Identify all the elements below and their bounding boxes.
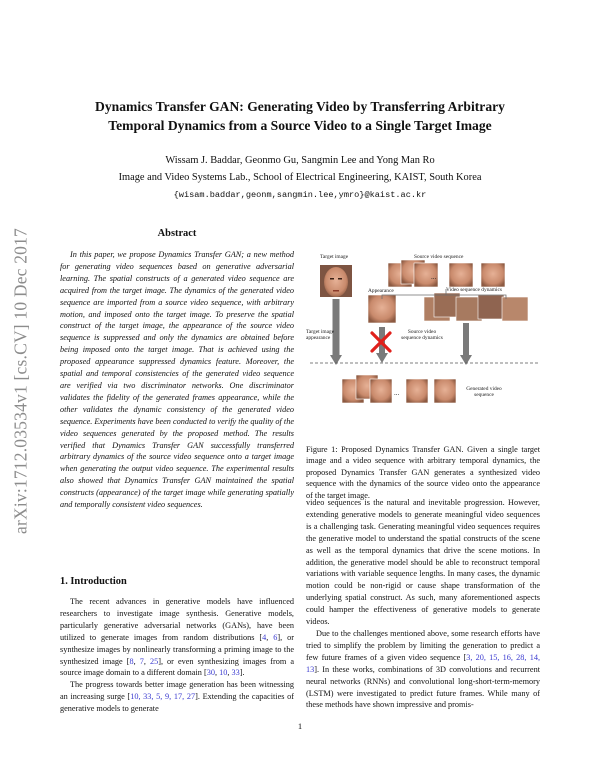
citation-link[interactable]: 33: [231, 668, 240, 678]
label-target-image-appearance: Target image appearance: [306, 329, 335, 341]
abstract-text: In this paper, we propose Dynamics Transfer GAN; a new method for generating video sequences based on generative adversarial learning. The spatial constructs of a generated video sequence are acquired from the target image. The dynamics of the generated video sequence are imported from a source video sequence, with arbitrary motion, and imposed onto the target image. To preserve the spatial construct of the target image, the appearance of the source video sequence is suppressed and only the dynamics are obtained before being imposed onto the target image. That is achieved using the proposed appearance suppressed dynamics feature. Moreover, the spatial and temporal consistencies of the generated video sequence are verified via two discriminator networks. One discriminator validates the fidelity of the generated frames appearance, while the other validates the dynamic consistency of the generated video sequence. Experiments have been conducted to verify the quality of the video sequences generated by the proposed method. The results verified that Dynamics Transfer GAN successfully transferred arbitrary dynamics of the source video sequence onto a target image when generating the output video sequence. The experimental results also showed that Dynamics Transfer GAN maintained the spatial constructs (appearance) of the target image while generating spatially and temporally consistent video sequences.: [60, 250, 294, 510]
right-column-body: [306, 497, 540, 711]
dynamics-frames: [424, 293, 528, 321]
label-video-sequence-dynamics: Video sequence dynamics: [446, 287, 502, 293]
citation-link[interactable]: 3, 20, 15, 16, 28, 14, 13: [306, 652, 541, 674]
title-line-2: Temporal Dynamics from a Source Video to a Single Target Image: [108, 118, 492, 133]
arxiv-stamp: [4, 196, 38, 566]
affiliation: Image and Video Systems Lab., School of Electrical Engineering, KAIST, South Korea: [118, 172, 482, 183]
figure-1: [306, 247, 540, 445]
source-video-frames: [388, 260, 505, 287]
figure-diagram: [306, 247, 540, 445]
label-appearance: Appearance: [368, 288, 394, 294]
page-number: 1: [297, 721, 303, 731]
label-generated-video-sequence: Generated video sequence: [466, 386, 502, 398]
authors: Wissam J. Baddar, Geonmo Gu, Sangmin Lee and Yong Man Ro: [165, 155, 435, 166]
ellipsis-generated: ...: [394, 389, 400, 397]
email: {wisam.baddar,geonm,sangmin.lee,ymro}@kaist.ac.kr: [173, 190, 427, 200]
intro-paragraph-1: The recent advances in generative models have influenced researchers to investigate image synthesis. Generative models, particularly generative adversarial networks (GANs), have been utilized to generate images from random distributions [4, 6], or synthesize images by nonlinearly transforming a priming image to the synthesized image [8, 7, 25], or even synthesizing images from a source image domain to a different domain [30, 10, 33].: [60, 597, 295, 678]
label-source-video-sequence: Source video sequence: [414, 254, 464, 260]
label-target-image: Target image: [320, 254, 349, 260]
arxiv-id: arXiv:1712.03534v1 [cs.CV] 10 Dec 2017: [10, 227, 31, 535]
abstract-body: [60, 249, 294, 511]
paper-title: [60, 97, 540, 135]
section-heading-introduction: 1. Introduction: [60, 576, 127, 587]
citation-link[interactable]: 25: [149, 656, 159, 666]
right-paragraph-1: video sequences is the natural and inevitable progression. However, extending generative models to generate meaningful video sequences is a challenging task. Generating meaningful video sequences requires the generative model to understand the spatial constructs of the scene as well as the temporal dynamics that drive the scene motions. In addition, the generative model should be able to reconstruct temporal variations with variable sequence lengths. In many cases, the dynamic motion could be non-rigid or cause shape transformation of the underlying spatial construct. As such, many aforementioned aspects could hamper the effectiveness of generative models to generate videos.: [306, 498, 540, 627]
label-source-video-sequence-dynamics: Source video sequence dynamics: [401, 329, 443, 341]
title-line-1: Dynamics Transfer GAN: Generating Video by Transferring Arbitrary: [95, 99, 505, 114]
citation-link[interactable]: 8: [129, 656, 134, 666]
citation-link[interactable]: 4: [262, 632, 267, 642]
citation-link[interactable]: 10, 33, 5, 9, 17, 27: [130, 692, 196, 702]
figure-caption: Figure 1: Proposed Dynamics Transfer GAN. Given a single target image and a video sequence with arbitrary temporal dynamics, the proposed Dynamics Transfer GAN generates a synthesized video sequence with the dynamics of the source video onto the appearance of the target image.: [306, 445, 540, 500]
ellipsis-source: ...: [431, 273, 437, 281]
citation-link[interactable]: 6: [273, 632, 278, 642]
right-paragraph-2: Due to the challenges mentioned above, some research efforts have tried to simplify the problem by limiting the generation to predict a few future frames of a given video sequence [3, 20, 15, 16, 28, 14, 13]. In these works, combinations of 3D convolutions and recurrent neural networks (RNNs) and convolutional long-short-term-memory (LSTM) were investigated to predict future frames. While many of these methods have shown impressive and promis-: [306, 628, 541, 710]
abstract-heading: Abstract: [157, 228, 197, 239]
intro-body: [60, 596, 294, 715]
citation-link[interactable]: 30: [206, 668, 215, 678]
target-face-image: [320, 265, 352, 297]
citation-link[interactable]: 10: [219, 668, 228, 678]
citation-link[interactable]: 7: [139, 656, 144, 666]
intro-paragraph-2: The progress towards better image generation has been witnessing an increasing surge [10, 33, 5, 9, 17, 27]. Extending the capacities of generative models to generate: [60, 680, 294, 714]
appearance-face-image: [368, 295, 396, 323]
